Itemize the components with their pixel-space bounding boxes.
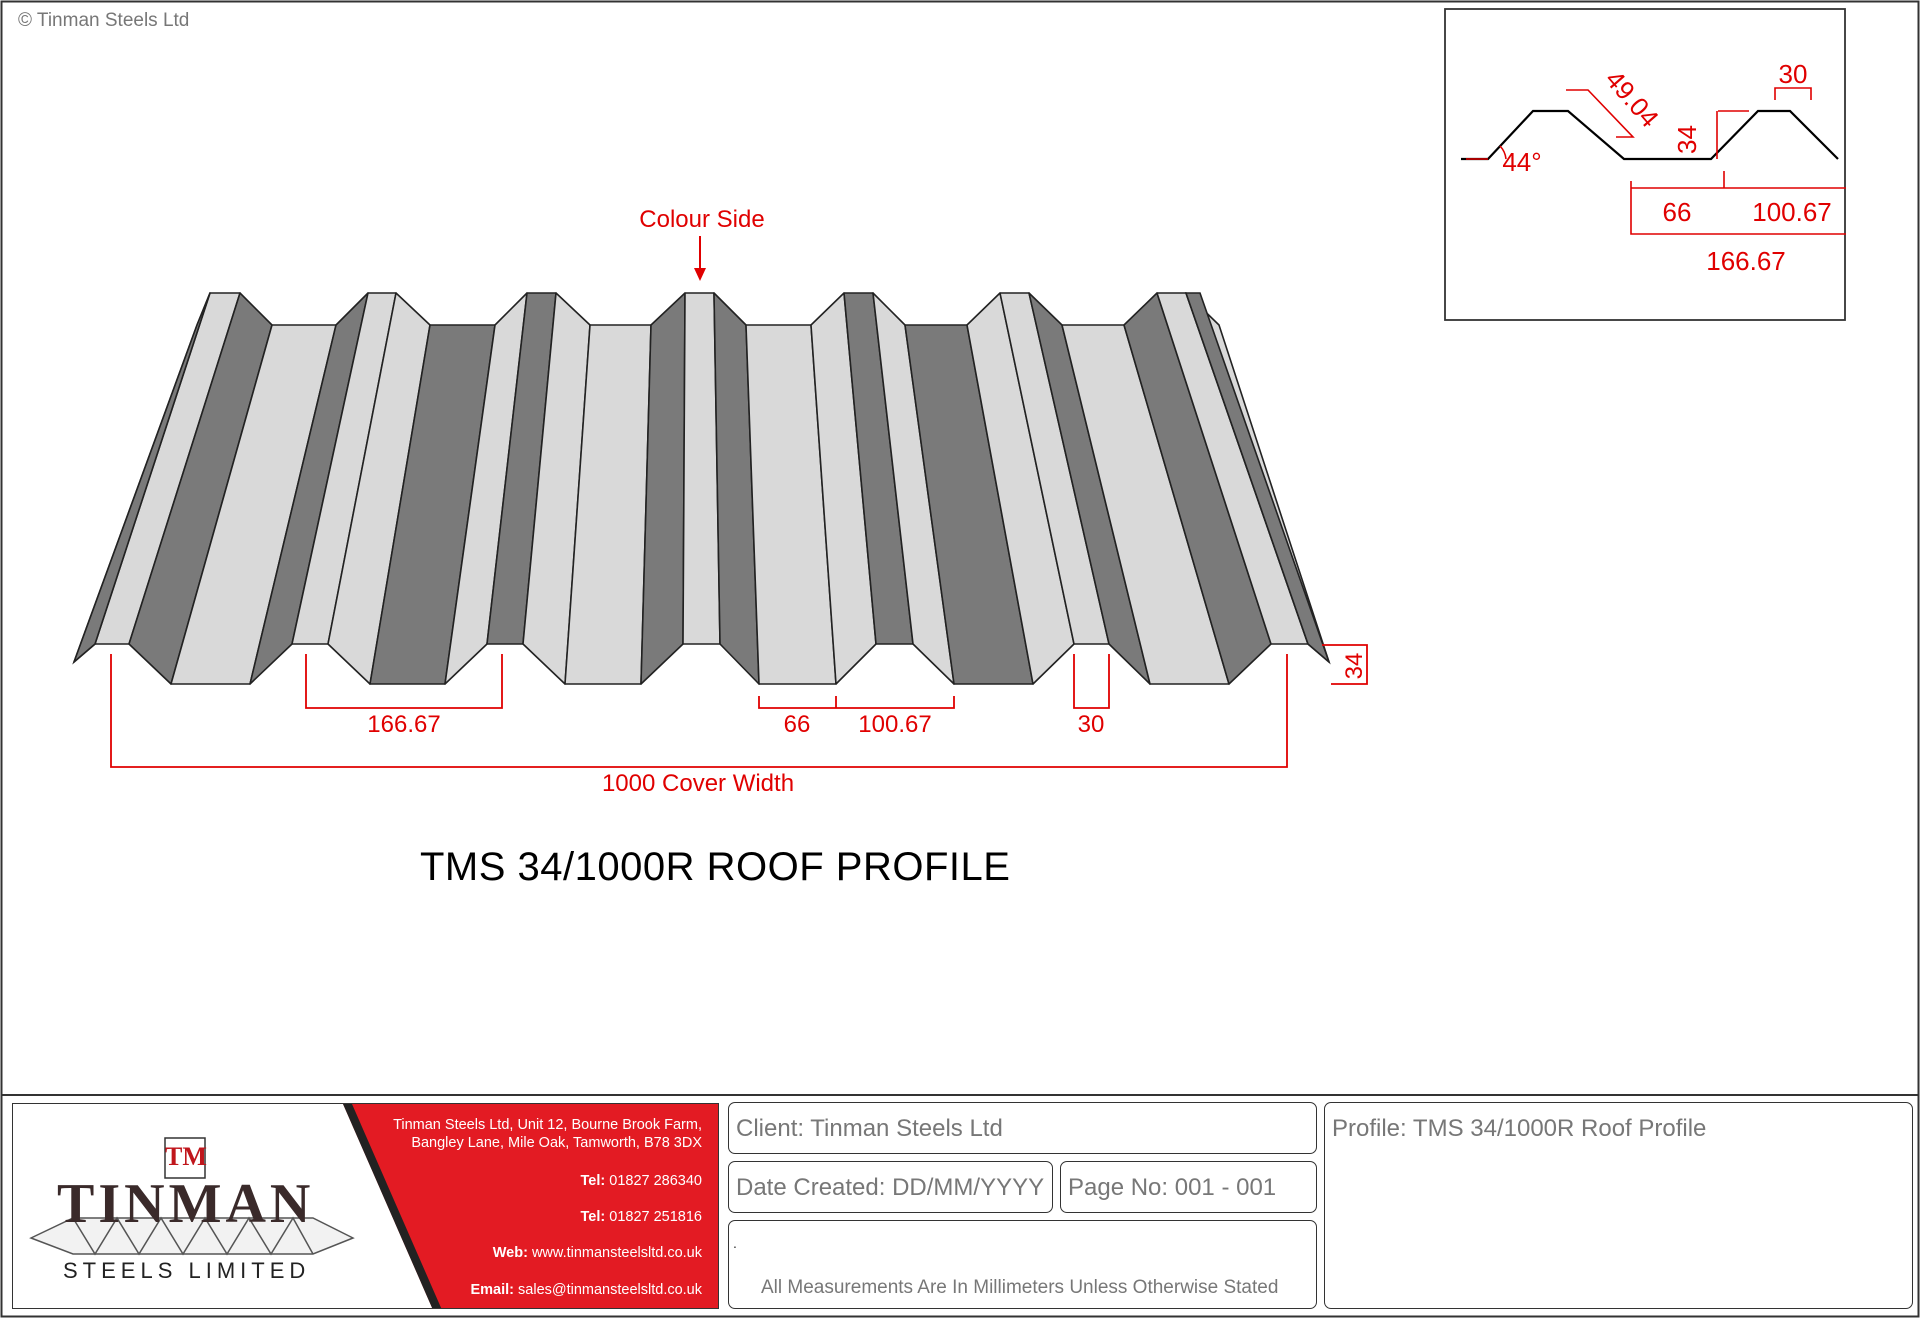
profile-field: Profile: TMS 34/1000R Roof Profile: [1324, 1102, 1913, 1309]
detail-angle-label: 44°: [1502, 147, 1542, 177]
measurement-note: All Measurements Are In Millimeters Unless Otherwise Stated: [761, 1277, 1279, 1298]
detail-height-label: 34: [1672, 125, 1702, 154]
copyright-text: © Tinman Steels Ltd: [18, 10, 190, 31]
colour-side-label: Colour Side: [639, 206, 765, 233]
notes-dot: .: [733, 1235, 737, 1251]
cover-width-label: 1000 Cover Width: [601, 770, 795, 797]
phone-1: Tel: 01827 286340: [580, 1173, 702, 1189]
section-detail: [1444, 8, 1846, 324]
colour-side-arrow: [694, 236, 706, 281]
company-logo-panel: [12, 1103, 719, 1309]
detail-pitch-label: 166.67: [1706, 246, 1786, 276]
email[interactable]: Email: sales@tinmansteelsltd.co.uk: [470, 1282, 702, 1298]
drawing-title: TMS 34/1000R ROOF PROFILE: [420, 845, 1011, 889]
crown-dimension-line: [1074, 654, 1109, 708]
website[interactable]: Web: www.tinmansteelsltd.co.uk: [492, 1245, 702, 1261]
height-dimension-label: 34: [1341, 652, 1368, 680]
company-address-line-2: Bangley Lane, Mile Oak, Tamworth, B78 3DX: [411, 1135, 702, 1151]
detail-rib-label: 100.67: [1752, 197, 1832, 227]
client-field: Client: Tinman Steels Ltd: [728, 1102, 1317, 1154]
company-address-line-1: Tinman Steels Ltd, Unit 12, Bourne Brook Farm,: [393, 1117, 702, 1133]
logo-subtitle: STEELS LIMITED: [63, 1258, 311, 1283]
notes-field: [728, 1220, 1317, 1309]
trough-dimension-label: 66: [783, 711, 811, 738]
trough-rib-dimension-line: [759, 696, 954, 708]
pitch-dimension-label: 166.67: [367, 711, 441, 738]
rib-dimension-label: 100.67: [858, 711, 932, 738]
phone-2: Tel: 01827 251816: [580, 1209, 702, 1225]
roof-sheet-panel: [74, 293, 1329, 684]
crown-dimension-label: 30: [1077, 711, 1105, 738]
detail-trough-label: 66: [1662, 197, 1692, 227]
detail-crown-label: 30: [1778, 59, 1808, 89]
logo-monogram: TM: [165, 1142, 207, 1171]
date-created-field: Date Created: DD/MM/YYYY: [728, 1161, 1053, 1213]
logo-name: TINMAN: [57, 1173, 315, 1235]
page-number-field: Page No: 001 - 001: [1060, 1161, 1317, 1213]
cover-width-dimension-line: [111, 654, 1287, 767]
detail-web-label: 49.04: [1599, 64, 1665, 134]
